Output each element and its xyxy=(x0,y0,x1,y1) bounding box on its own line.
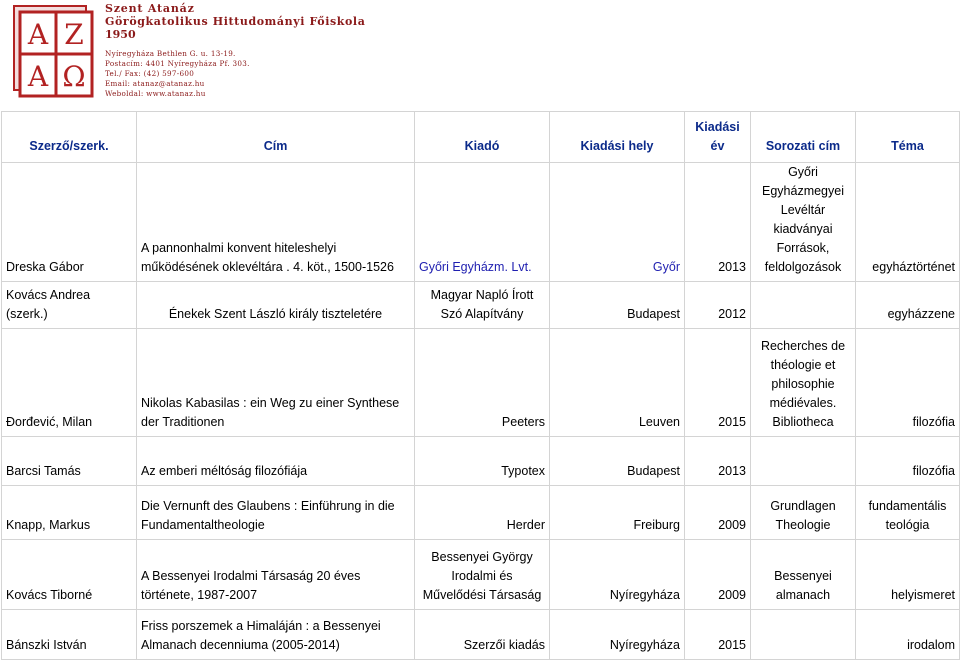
table-row xyxy=(2,437,960,486)
cell-place: Leuven xyxy=(550,329,685,437)
cell-title: Nikolas Kabasilas : ein Weg zu einer Synthese der Traditionen xyxy=(137,329,415,437)
cell-title: A Bessenyei Irodalmi Társaság 20 éves története, 1987-2007 xyxy=(137,540,415,610)
website: Weboldal: www.atanaz.hu xyxy=(105,89,206,98)
table-row xyxy=(2,486,960,540)
cell-series: Recherches de théologie et philosophie médiévales. Bibliotheca xyxy=(751,329,856,437)
cell-topic: filozófia xyxy=(856,437,960,486)
cell-author: Bánszki István xyxy=(2,610,137,660)
cell-year: 2012 xyxy=(685,282,751,329)
cell-publisher: Bessenyei György Irodalmi és Művelődési Társaság xyxy=(415,540,550,610)
college-name-line2: Görögkatolikus Hittudományi Főiskola xyxy=(105,15,366,28)
cell-author: Knapp, Markus xyxy=(2,486,137,540)
cell-topic: fundamentális teológia xyxy=(856,486,960,540)
cell-year: 2015 xyxy=(685,329,751,437)
cell-author: Dreska Gábor xyxy=(2,163,137,282)
col-header-place: Kiadási hely xyxy=(550,112,685,163)
col-header-year: Kiadási év xyxy=(685,112,751,163)
cell-year: 2015 xyxy=(685,610,751,660)
table-row xyxy=(2,610,960,660)
table-header-row xyxy=(2,112,960,163)
cell-publisher: Typotex xyxy=(415,437,550,486)
cell-title: Énekek Szent László király tiszteletére xyxy=(137,282,415,329)
cell-topic: egyházzene xyxy=(856,282,960,329)
cell-place: Budapest xyxy=(550,282,685,329)
cell-series xyxy=(751,610,856,660)
cell-year: 2013 xyxy=(685,437,751,486)
postal-address: Postacím: 4401 Nyíregyháza Pf. 303. xyxy=(105,59,250,68)
cell-topic: egyháztörténet xyxy=(856,163,960,282)
table-row xyxy=(2,163,960,282)
cell-title: Friss porszemek a Himaláján : a Bessenyei Almanach decenniuma (2005-2014) xyxy=(137,610,415,660)
cell-place: Győr xyxy=(550,163,685,282)
cell-topic: filozófia xyxy=(856,329,960,437)
logo-letter: Α xyxy=(27,18,49,51)
contact-info xyxy=(105,49,365,99)
cell-series: Győri Egyházmegyei Levéltár kiadványai Források, feldolgozások xyxy=(751,163,856,282)
cell-author: Đorđević, Milan xyxy=(2,329,137,437)
logo-letter: Ζ xyxy=(64,18,84,51)
table-row xyxy=(2,282,960,329)
founding-year: 1950 xyxy=(105,28,136,41)
cell-topic: irodalom xyxy=(856,610,960,660)
college-name-line1: Szent Atanáz xyxy=(105,2,195,15)
cell-series: Bessenyei almanach xyxy=(751,540,856,610)
cell-series xyxy=(751,282,856,329)
table-row xyxy=(2,329,960,437)
logo-letter: Ω xyxy=(62,60,86,93)
cell-title: A pannonhalmi konvent hiteleshelyi működésének oklevéltára . 4. köt., 1500-1526 xyxy=(137,163,415,282)
cell-title: Die Vernunft des Glaubens : Einführung in die Fundamentaltheologie xyxy=(137,486,415,540)
phone-fax: Tel./ Fax: (42) 597-600 xyxy=(105,69,195,78)
col-header-publisher: Kiadó xyxy=(415,112,550,163)
col-header-series: Sorozati cím xyxy=(751,112,856,163)
cell-title: Az emberi méltóság filozófiája xyxy=(137,437,415,486)
email: Email: atanaz@atanaz.hu xyxy=(105,79,205,88)
col-header-author: Szerző/szerk. xyxy=(2,112,137,163)
cell-series: Grundlagen Theologie xyxy=(751,486,856,540)
cell-publisher: Herder xyxy=(415,486,550,540)
cell-year: 2013 xyxy=(685,163,751,282)
col-header-topic: Téma xyxy=(856,112,960,163)
cell-author: Kovács Tiborné xyxy=(2,540,137,610)
cell-place: Nyíregyháza xyxy=(550,540,685,610)
cell-year: 2009 xyxy=(685,540,751,610)
cell-publisher: Szerzői kiadás xyxy=(415,610,550,660)
cell-topic: helyismeret xyxy=(856,540,960,610)
cell-year: 2009 xyxy=(685,486,751,540)
address: Nyíregyháza Bethlen G. u. 13-19. xyxy=(105,49,236,58)
book-list-table xyxy=(1,111,960,660)
cell-publisher: Peeters xyxy=(415,329,550,437)
cell-place: Freiburg xyxy=(550,486,685,540)
col-header-title: Cím xyxy=(137,112,415,163)
cell-place: Budapest xyxy=(550,437,685,486)
college-name-block xyxy=(105,3,365,99)
cell-place: Nyíregyháza xyxy=(550,610,685,660)
cell-series xyxy=(751,437,856,486)
cell-publisher: Győri Egyházm. Lvt. xyxy=(415,163,550,282)
cell-author: Kovács Andrea (szerk.) xyxy=(2,282,137,329)
table-row xyxy=(2,540,960,610)
cell-author: Barcsi Tamás xyxy=(2,437,137,486)
cell-publisher: Magyar Napló Írott Szó Alapítvány xyxy=(415,282,550,329)
college-logo-icon xyxy=(8,4,96,100)
letterhead xyxy=(0,0,960,110)
logo-letter: Α xyxy=(27,60,49,93)
